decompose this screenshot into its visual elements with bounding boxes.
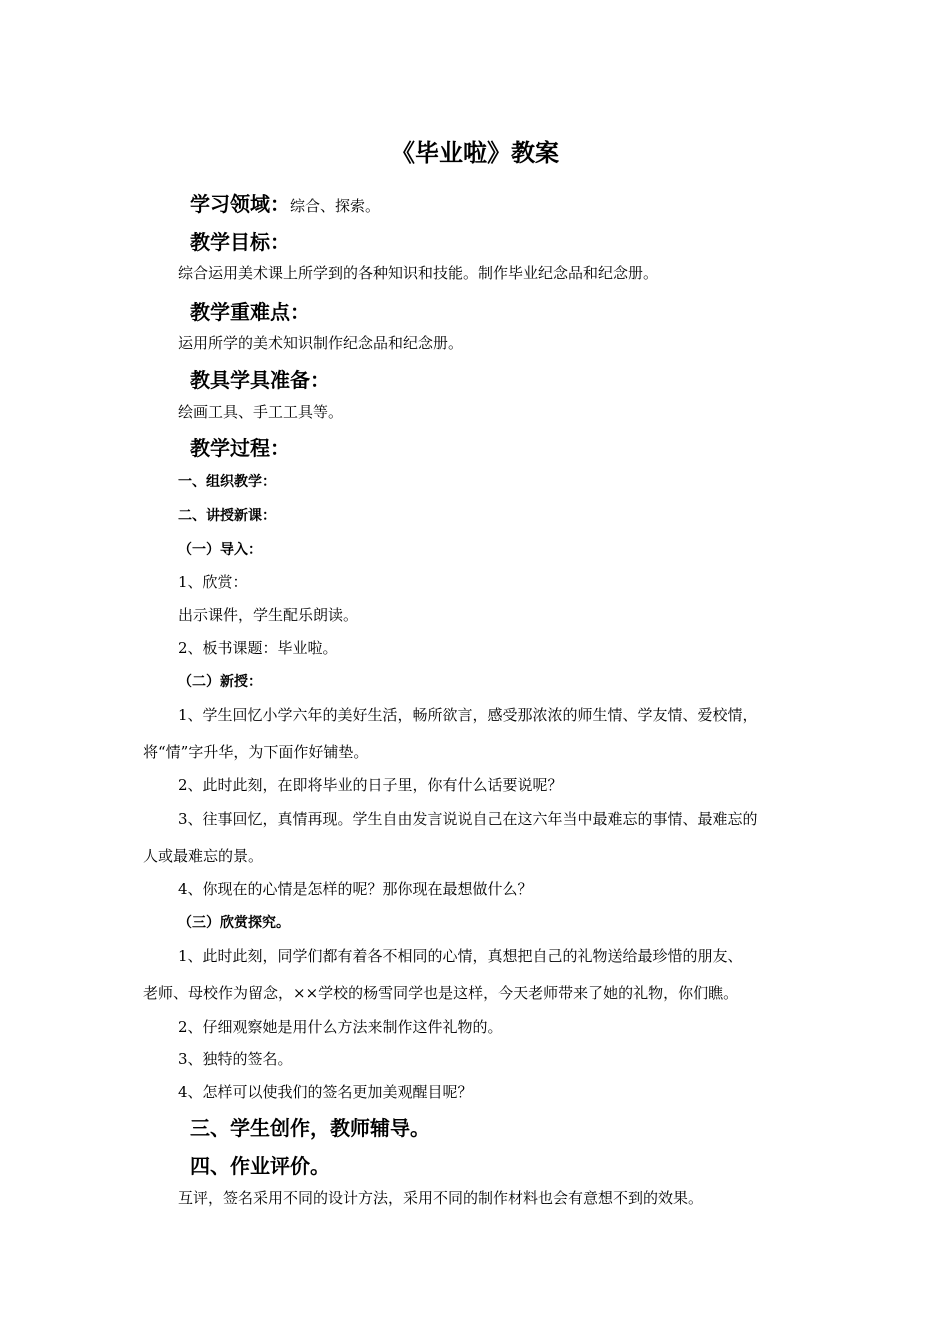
evaluation-text: 互评，签名采用不同的设计方法，采用不同的制作材料也会有意想不到的效果。 [178,1189,704,1207]
document-title: 《毕业啦》教案 [391,139,559,167]
sub-teach-item-2: 2、此时此刻，在即将毕业的日子里，你有什么话要说呢？ [178,776,563,794]
sub-appreciate-item-1b: 老师、母校作为留念，××学校的杨雪同学也是这样，今天老师带来了她的礼物，你们瞧。 [143,984,739,1002]
sub-intro-item-1: 1、欣赏： [178,573,248,591]
sub-teach-item-3a: 3、往事回忆，真情再现。学生自由发言说说自己在这六年当中最难忘的事情、最难忘的 [178,810,758,828]
sub-appreciate-item-4: 4、怎样可以使我们的签名更加美观醒目呢？ [178,1083,473,1101]
tools-heading: 教具学具准备： [190,368,330,392]
learning-field-label: 学习领域： [190,192,290,216]
sub-appreciate-item-3: 3、独特的签名。 [178,1050,293,1068]
sub-appreciate-item-2: 2、仔细观察她是用什么方法来制作这件礼物的。 [178,1018,503,1036]
step-evaluate: 四、作业评价。 [190,1154,330,1178]
sub-teach-item-1b: 将“情”字升华，为下面作好铺垫。 [143,743,369,761]
learning-field-heading [190,188,380,217]
sub-intro-heading: （一）导入： [178,542,262,558]
sub-appreciate-heading: （三）欣赏探究。 [178,915,290,931]
sub-appreciate-item-1a: 1、此时此刻，同学们都有着各不相同的心情，真想把自己的礼物送给最珍惜的朋友、 [178,947,743,965]
step-organize: 一、组织教学： [178,474,276,490]
tools-text: 绘画工具、手工工具等。 [178,403,344,421]
teaching-goal-heading: 教学目标： [190,230,290,254]
sub-teach-item-1a: 1、学生回忆小学六年的美好生活，畅所欲言，感受那浓浓的师生情、学友情、爱校情， [178,706,758,724]
step-create: 三、学生创作，教师辅导。 [190,1116,430,1140]
sub-intro-item-2: 出示课件，学生配乐朗读。 [178,606,359,624]
teaching-goal-text: 综合运用美术课上所学到的各种知识和技能。制作毕业纪念品和纪念册。 [178,264,659,282]
key-points-heading: 教学重难点： [190,300,310,324]
sub-teach-item-4: 4、你现在的心情是怎样的呢？那你现在最想做什么？ [178,880,533,898]
key-points-text: 运用所学的美术知识制作纪念品和纪念册。 [178,334,464,352]
step-new-lesson: 二、讲授新课： [178,508,276,524]
sub-teach-heading: （二）新授： [178,674,262,690]
sub-intro-item-3: 2、板书课题：毕业啦。 [178,639,338,657]
learning-field-value: 综合、探索。 [290,197,381,215]
process-heading: 教学过程： [190,436,290,460]
sub-teach-item-3b: 人或最难忘的景。 [143,847,264,865]
